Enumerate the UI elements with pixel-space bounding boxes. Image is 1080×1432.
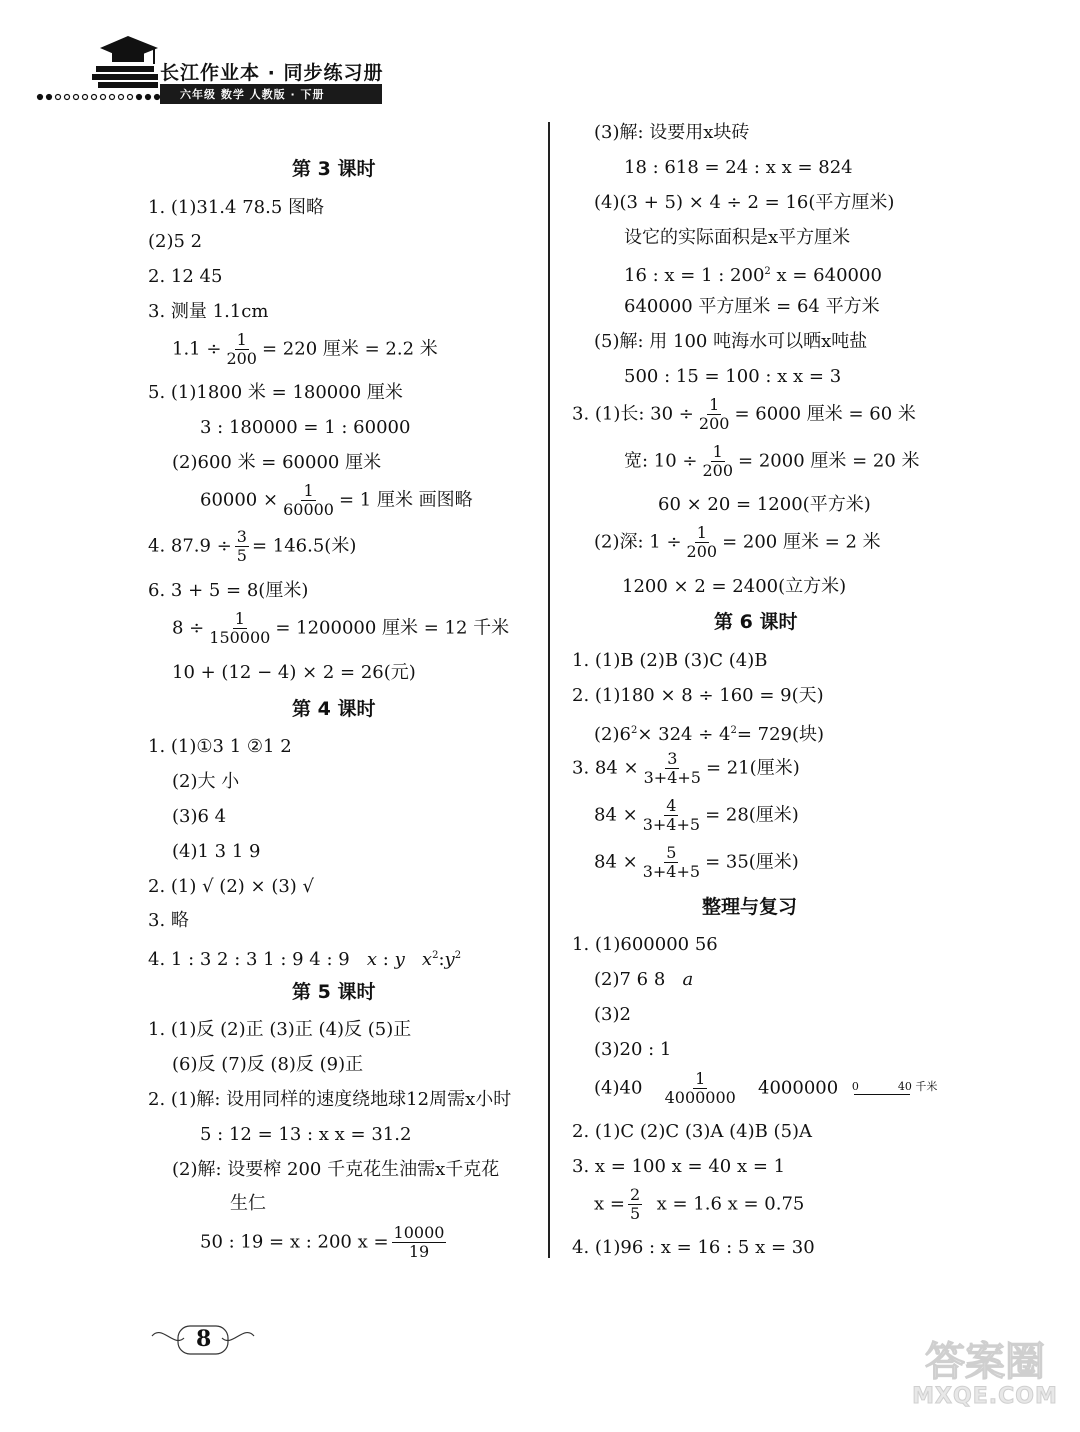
answer-line: (2)600 米 = 60000 厘米 [172, 452, 382, 473]
answer-line: (2)5 2 [148, 231, 203, 252]
answer-line: 1200 × 2 = 2400(立方米) [622, 576, 847, 597]
answer-line: 1. (1)600000 56 [572, 934, 718, 955]
answer-line: 2. (1)C (2)C (3)A (4)B (5)A [572, 1121, 813, 1142]
answer-line: $(2)6^2\times 324 \div 4^2= 729$(块) [594, 724, 825, 745]
answer-line: 6. 3 + 5 = 8(厘米) [148, 580, 309, 601]
answer-line: 16 : x = 1 : $200^2$ x = 640000 [624, 265, 882, 286]
answer-line: (2)解: 设要榨 200 千克花生油需x千克花 [172, 1159, 500, 1180]
answer-line: 宽: 10 ÷ $\frac{1}{200}$ = 2000 厘米 = 20 米 [624, 442, 920, 480]
fraction: $\frac{1}{200}$ [702, 442, 734, 480]
answer-line: (4)(3 + 5) × 4 ÷ 2 = 16(平方厘米) [594, 192, 895, 213]
answer-line: 3. 略 [148, 910, 189, 931]
answer-line: 84 × $\frac{5}{3+4+5}$ = 35(厘米) [594, 843, 799, 881]
answer-line: (2)大 小 [172, 771, 240, 792]
answer-line: (3)解: 设要用x块砖 [594, 122, 750, 143]
fraction: $\frac{3}{3+4+5}$ [643, 749, 701, 787]
answer-line: (2)7 6 8 a [594, 969, 694, 990]
fraction: $\frac{5}{3+4+5}$ [642, 843, 701, 881]
fraction: $\frac{1}{150000}$ [209, 609, 271, 647]
fraction: $\frac{4}{3+4+5}$ [642, 796, 701, 834]
answer-line: 4. (1)96 : x = 16 : 5 x = 30 [572, 1237, 815, 1258]
header-dotted-rule [36, 92, 166, 102]
column-divider [548, 122, 550, 1258]
fraction: $\frac{10000}{19}$ [393, 1223, 445, 1261]
heading-lesson-6: 第 6 课时 [714, 611, 798, 633]
answer-line: 8 ÷ $\frac{1}{150000}$ = 1200000 厘米 = 12 千米 [172, 609, 510, 647]
answer-line: 生仁 [230, 1193, 266, 1214]
fraction: $\frac{1}{4000000}$ [664, 1069, 736, 1107]
page-number: 8 [196, 1326, 212, 1352]
answer-line: 2. 12 45 [148, 266, 223, 287]
watermark [900, 1340, 1070, 1420]
answer-line: 4. 1 : 3 2 : 3 1 : 9 4 : 9 x : y $x^2:y^2$ [148, 949, 462, 970]
answer-line: (4)40 $\frac{1}{4000000}$ 4000000 0 40 千米 [594, 1070, 952, 1107]
answer-line: 50 : 19 = x : 200 x = $\frac{10000}{19}$ [200, 1223, 445, 1261]
fraction: $\frac{3}{5}$ [236, 527, 247, 565]
header-title: 长江作业本 · 同步练习册 [160, 62, 384, 84]
answer-line: 1. (1)31.4 78.5 图略 [148, 197, 324, 218]
scale-bar: 0 40 千米 [851, 1079, 938, 1093]
answer-line: 2. (1) √ (2) × (3) √ [148, 876, 315, 897]
answer-line: 1.1 ÷ $\frac{1}{200}$ = 220 厘米 = 2.2 米 [172, 330, 438, 368]
fraction: $\frac{2}{5}$ [629, 1185, 641, 1223]
answer-line: 5 : 12 = 13 : x x = 31.2 [200, 1124, 412, 1145]
answer-line: (3)20 : 1 [594, 1039, 672, 1060]
answer-line: (4)1 3 1 9 [172, 841, 261, 862]
answer-line: 3. 84 × $\frac{3}{3+4+5}$ = 21(厘米) [572, 749, 800, 787]
answer-line: (2)深: 1 ÷ $\frac{1}{200}$ = 200 厘米 = 2 米 [594, 523, 881, 561]
answer-line: 3. (1)长: 30 ÷ $\frac{1}{200}$ = 6000 厘米 = 60 米 [572, 395, 916, 433]
answer-line: 640000 平方厘米 = 64 平方米 [624, 296, 880, 317]
answer-line: 18 : 618 = 24 : x x = 824 [624, 157, 853, 178]
answer-line: 2. (1)解: 设用同样的速度绕地球12周需x小时 [148, 1089, 512, 1110]
fraction: $\frac{1}{60000}$ [283, 481, 334, 519]
answer-line: 3. x = 100 x = 40 x = 1 [572, 1156, 786, 1177]
answer-line: 1. (1)反 (2)正 (3)正 (4)反 (5)正 [148, 1019, 412, 1040]
watermark-url: MXQE.COM [912, 1384, 1058, 1409]
answer-line: 60000 × $\frac{1}{60000}$ = 1 厘米 画图略 [200, 481, 473, 519]
answer-line: (3)2 [594, 1004, 631, 1025]
answer-line: 设它的实际面积是x平方厘米 [624, 227, 851, 248]
answer-line: 84 × $\frac{4}{3+4+5}$ = 28(厘米) [594, 796, 799, 834]
answer-line: 3. 测量 1.1cm [148, 301, 269, 322]
header-subtitle: 六年级 数学 人教版 · 下册 [180, 88, 325, 101]
heading-lesson-3: 第 3 课时 [292, 158, 376, 180]
watermark-text: 答案圈 [925, 1339, 1045, 1385]
answer-line: (5)解: 用 100 吨海水可以晒x吨盐 [594, 331, 868, 352]
answer-line: (3)6 4 [172, 806, 227, 827]
fraction: $\frac{1}{200}$ [226, 330, 257, 368]
answer-line: 1. (1)B (2)B (3)C (4)B [572, 650, 768, 671]
answer-line: 1. (1)①3 1 ②1 2 [148, 736, 292, 757]
answer-line: 2. (1)180 × 8 ÷ 160 = 9(天) [572, 685, 824, 706]
graduation-cap-logo [92, 30, 162, 94]
heading-lesson-4: 第 4 课时 [292, 698, 376, 720]
answer-line: x = $\frac{2}{5}$ x = 1.6 x = 0.75 [594, 1185, 805, 1223]
answer-line: 500 : 15 = 100 : x x = 3 [624, 366, 842, 387]
answer-line: 5. (1)1800 米 = 180000 厘米 [148, 382, 403, 403]
answer-line: 60 × 20 = 1200(平方米) [658, 494, 871, 515]
heading-review: 整理与复习 [702, 896, 798, 918]
heading-lesson-5: 第 5 课时 [292, 981, 376, 1003]
answer-line: 3 : 180000 = 1 : 60000 [200, 417, 411, 438]
answer-line: 10 + (12 − 4) × 2 = 26(元) [172, 662, 416, 683]
answer-line: (6)反 (7)反 (8)反 (9)正 [172, 1054, 364, 1075]
answer-line: 4. 87.9 ÷ $\frac{3}{5}$ = 146.5(米) [148, 527, 357, 565]
fraction: $\frac{1}{200}$ [686, 523, 718, 561]
fraction: $\frac{1}{200}$ [698, 395, 730, 433]
